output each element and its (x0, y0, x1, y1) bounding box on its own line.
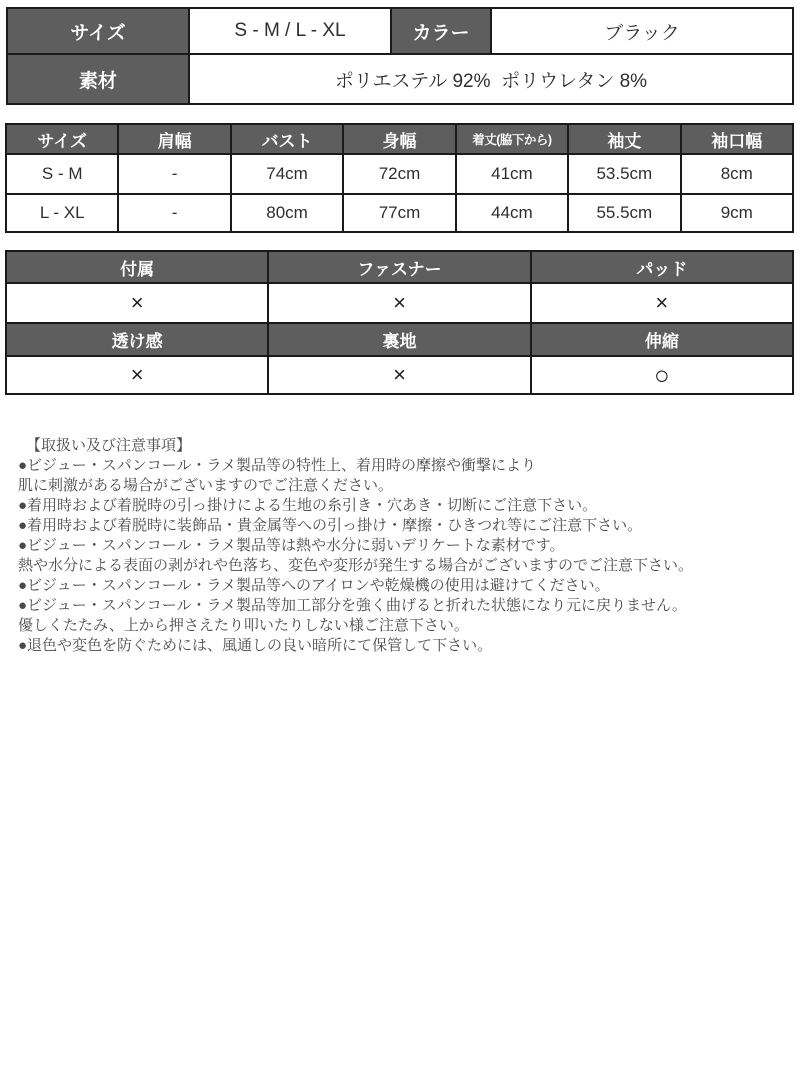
color-value-cell: ブラック (492, 9, 792, 53)
material-value-cell: ポリエステル 92% ポリウレタン 8% (190, 55, 792, 103)
care-note-line: 熱や水分による表面の剥がれや色落ち、変色や変形が発生する場合がございますのでご注意下さい。 (18, 557, 694, 574)
care-note-line: ●着用時および着脱時に装飾品・貴金属等への引っ掛け・摩擦・ひきつれ等にご注意下さい。 (18, 517, 643, 534)
size-chart-cell: - (119, 155, 229, 193)
size-chart-cell: 41cm (457, 155, 567, 193)
feature-value-accessory: × (7, 284, 267, 322)
size-chart-header-size: サイズ (7, 125, 117, 153)
care-notes-title: 【取扱い及び注意事項】 (26, 437, 192, 454)
care-note-line: 肌に刺激がある場合がございますのでご注意ください。 (18, 477, 394, 494)
size-chart-cell: 77cm (344, 195, 454, 231)
size-chart-cell: 9cm (682, 195, 792, 231)
care-note-line: 優しくたたみ、上から押さえたり叩いたりしない様ご注意下さい。 (18, 617, 469, 634)
feature-header-accessory: 付属 (7, 252, 267, 282)
feature-header-stretch: 伸縮 (532, 324, 792, 355)
care-note-line: ●ビジュー・スパンコール・ラメ製品等は熱や水分に弱いデリケートな素材です。 (18, 537, 565, 554)
size-chart-cell: - (119, 195, 229, 231)
feature-value-stretch: ○ (532, 357, 792, 393)
size-chart-header-cuff: 袖口幅 (682, 125, 792, 153)
size-chart-header-sleeve: 袖丈 (569, 125, 679, 153)
size-chart-cell: L - XL (7, 195, 117, 231)
size-value-cell: S - M / L - XL (190, 9, 390, 53)
feature-header-sheerness: 透け感 (7, 324, 267, 355)
care-notes (18, 436, 788, 656)
feature-value-pad: × (532, 284, 792, 322)
size-chart-cell: 44cm (457, 195, 567, 231)
feature-value-sheerness: × (7, 357, 267, 393)
size-chart-header-bust: バスト (232, 125, 342, 153)
care-note-line: ●ビジュー・スパンコール・ラメ製品等の特性上、着用時の摩擦や衝撃により (18, 457, 537, 474)
size-chart-cell: 80cm (232, 195, 342, 231)
size-chart-header-width: 身幅 (344, 125, 454, 153)
feature-header-pad: パッド (532, 252, 792, 282)
care-note-line: ●ビジュー・スパンコール・ラメ製品等へのアイロンや乾燥機の使用は避けてください。 (18, 577, 610, 594)
size-chart-cell: 74cm (232, 155, 342, 193)
size-chart-table (5, 123, 794, 233)
color-label-cell: カラー (392, 9, 490, 53)
size-chart-header-shoulder: 肩幅 (119, 125, 229, 153)
size-chart-cell: 72cm (344, 155, 454, 193)
spec-table (6, 7, 794, 105)
feature-table (5, 250, 794, 395)
care-note-line: ●退色や変色を防ぐためには、風通しの良い暗所にて保管して下さい。 (18, 637, 493, 654)
size-chart-cell: 55.5cm (569, 195, 679, 231)
care-note-line: ●ビジュー・スパンコール・ラメ製品等加工部分を強く曲げると折れた状態になり元に戻りません。 (18, 597, 687, 614)
material-label-cell: 素材 (8, 55, 188, 103)
size-chart-cell: S - M (7, 155, 117, 193)
care-note-line: ●着用時および着脱時の引っ掛けによる生地の糸引き・穴あき・切断にご注意下さい。 (18, 497, 598, 514)
size-chart-cell: 8cm (682, 155, 792, 193)
feature-value-lining: × (269, 357, 529, 393)
feature-value-fastener: × (269, 284, 529, 322)
feature-header-fastener: ファスナー (269, 252, 529, 282)
size-chart-header-length: 着丈(脇下から) (457, 125, 567, 153)
size-label-cell: サイズ (8, 9, 188, 53)
feature-header-lining: 裏地 (269, 324, 529, 355)
size-chart-cell: 53.5cm (569, 155, 679, 193)
